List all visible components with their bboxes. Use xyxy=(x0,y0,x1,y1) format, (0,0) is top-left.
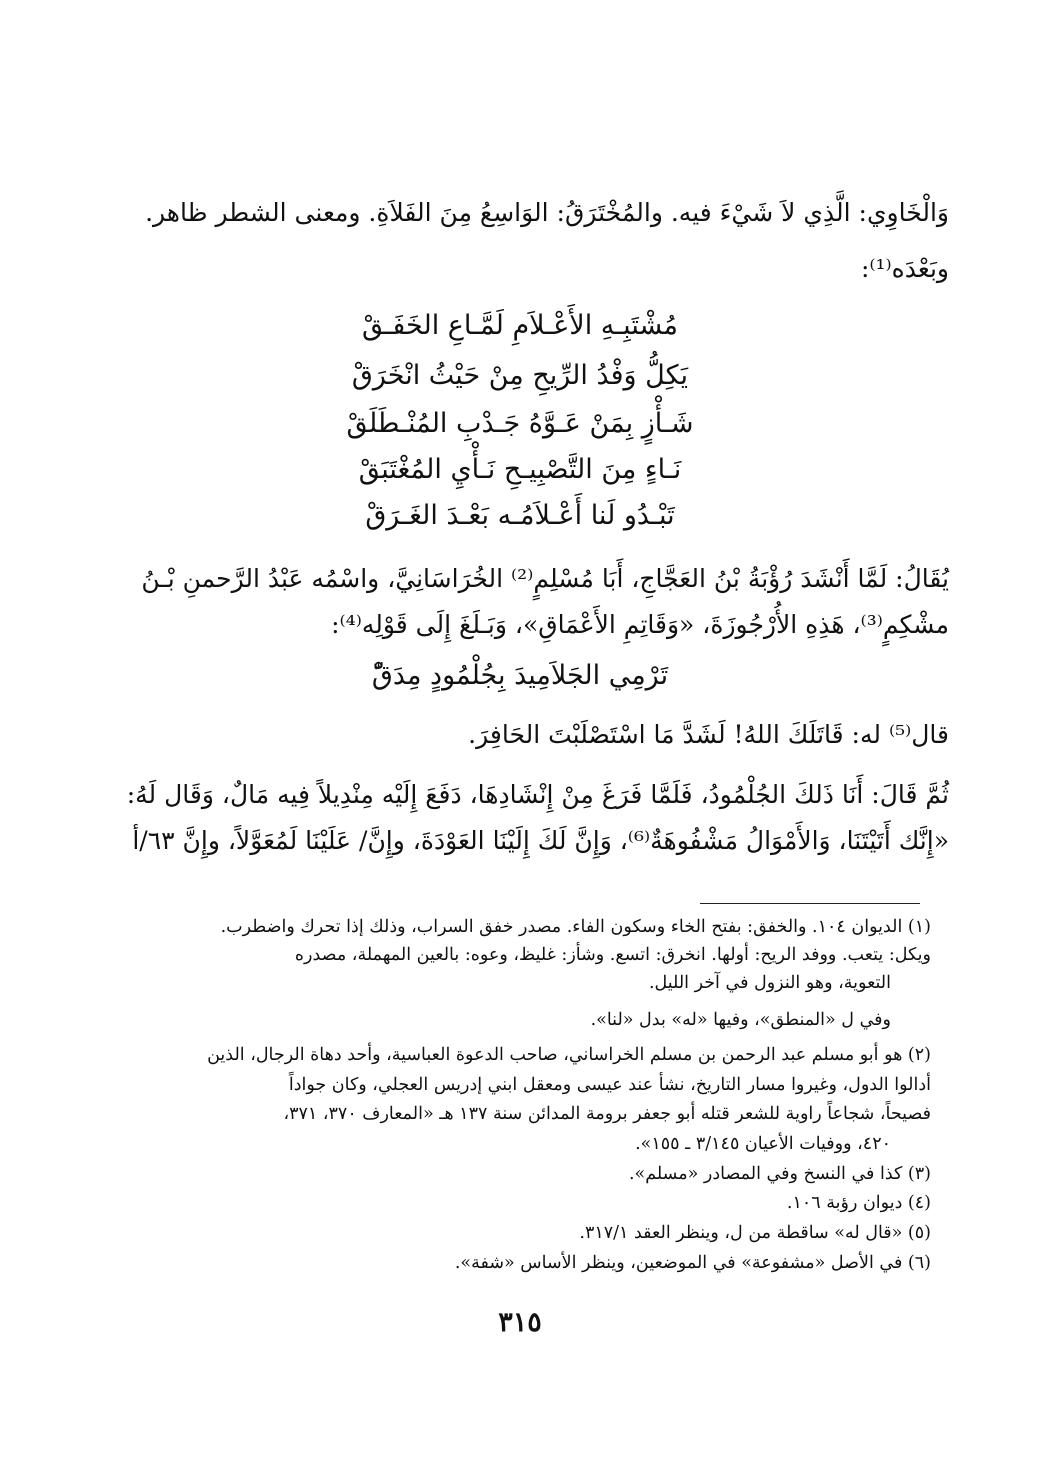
footnote-5: (٥) «قال له» ساقطة من ل، وينظر العقد ٣١٧/١. xyxy=(579,1223,931,1243)
footnote-2-cont: فصيحاً، شجاعاً راوية للشعر قتله أبو جعفر برومة المدائن سنة ١٣٧ هـ «المعارف ٣٧٠، ٣٧١، xyxy=(283,1104,931,1124)
footnote-4: (٤) ديوان رؤبة ١٠٦. xyxy=(786,1193,931,1213)
paragraph-3-line-1: ثُمَّ قَالَ: أَنَا ذَلكَ الجُلْمُودُ، فَلَمَّا فَرَغَ مِنْ إِنْشَادِهَا، دَفَعَ إِلَيْه مِنْدِيلاً فِيه مَالٌ، وَقَال لَهُ: xyxy=(126,780,949,809)
quoted-verse: تَرْمِي الجَلاَمِيدَ بِجُلْمُودٍ مِدَقّْ xyxy=(371,660,669,691)
footnote-1-cont: وفي ل «المنطق»، وفيها «له» بدل «لنا». xyxy=(590,1010,891,1030)
footnote-2: (٢) هو أبو مسلم عبد الرحمن بن مسلم الخراساني، صاحب الدعوة العباسية، وأحد دهاة الرجال، الذين xyxy=(207,1045,931,1065)
body-line-1: وَالْخَاوِي: الَّذِي لاَ شَيْءَ فيه. والمُخْتَرَقُ: الوَاسِعُ مِنَ الفَلاَةِ. ومعنى الشطر ظاهر. xyxy=(145,198,949,227)
verse-line: يَكِلُّ وَفْدُ الرِّيحِ مِنْ حَيْثُ انْخَرَقْ xyxy=(351,360,689,391)
footnote-1-cont: التعوية، وهو النزول في آخر الليل. xyxy=(648,973,891,993)
body-line-2: وبَعْدَه⁽¹⁾: xyxy=(860,254,949,283)
footnote-2-cont: أدالوا الدول، وغيروا مسار التاريخ، نشأ عند عيسى ومعقل ابني إدريس العجلي، وكان جواداً xyxy=(288,1075,931,1095)
paragraph-3-line-2: «إِنَّك أَتَيْتَنَا، وَالأَمْوَالُ مَشْفُوهَةٌ⁽⁶⁾، وَإِنَّ لَكَ إِلَيْنَا العَوْدَةَ، وإِنَّ/ عَلَيْنَا لَمُعَوَّلاً، وإِنَّ ٦٣/أ xyxy=(132,826,949,855)
footnote-6: (٦) في الأصل «مشفوعة» في الموضعين، وينظر الأساس «شفة». xyxy=(454,1253,931,1273)
footnote-2-cont: ٤٢٠، ووفيات الأعيان ٣/١٤٥ ـ ١٥٥». xyxy=(635,1134,891,1154)
footnote-1: (١) الديوان ١٠٤. والخفق: بفتح الخاء وسكون الفاء. مصدر خفق السراب، وذلك إذا تحرك واضطرب. xyxy=(220,917,931,937)
paragraph-1-line-2: مشْكِمٍ⁽³⁾، هَذِهِ الأُرْجُوزَةَ، «وَقَاتِمِ الأَعْمَاقِ»، وَبَـلَغَ إِلَى قَوْلِه⁽⁴⁾: xyxy=(331,610,949,639)
footnote-3: (٣) كذا في النسخ وفي المصادر «مسلم». xyxy=(628,1164,931,1184)
verse-line: تَبْـدُو لَنا أَعْـلاَمُـه بَعْـدَ الغَـرَقْ xyxy=(365,500,675,531)
paragraph-1-line-1: يُقَالُ: لَمَّا أَنْشَدَ رُؤْبَةُ بْنُ العَجَّاجِ، أَبَا مُسْلِمٍ⁽²⁾ الخُرَاسَانِيَّ، واسْمُه عَبْدُ الرَّحمنِ بْـنُ xyxy=(141,564,949,593)
verse-line: نَـاءٍ مِنَ التَّصْبِيـحِ نَـأْيِ المُغْتَبَقْ xyxy=(358,454,682,485)
footnote-divider xyxy=(700,903,920,904)
paragraph-2: قال⁽⁵⁾ له: قَاتَلَكَ اللهُ! لَشَدَّ مَا اسْتَصْلَبْتَ الحَافِرَ. xyxy=(468,720,949,749)
footnote-1-cont: ويكل: يتعب. ووفد الريح: أولها. انخرق: اتسع. وشأز: غليظ، وعوه: بالعين المهملة، مصدره xyxy=(294,945,931,965)
verse-line: شَـأْزٍ بِمَنْ عَـوَّهُ جَـدْبِ المُنْـطَلَقْ xyxy=(346,408,694,439)
verse-line: مُشْتَبِـهِ الأَعْـلاَمِ لَمَّـاعِ الخَفَـقْ xyxy=(361,310,679,341)
page-number: ٣١٥ xyxy=(498,1307,542,1338)
